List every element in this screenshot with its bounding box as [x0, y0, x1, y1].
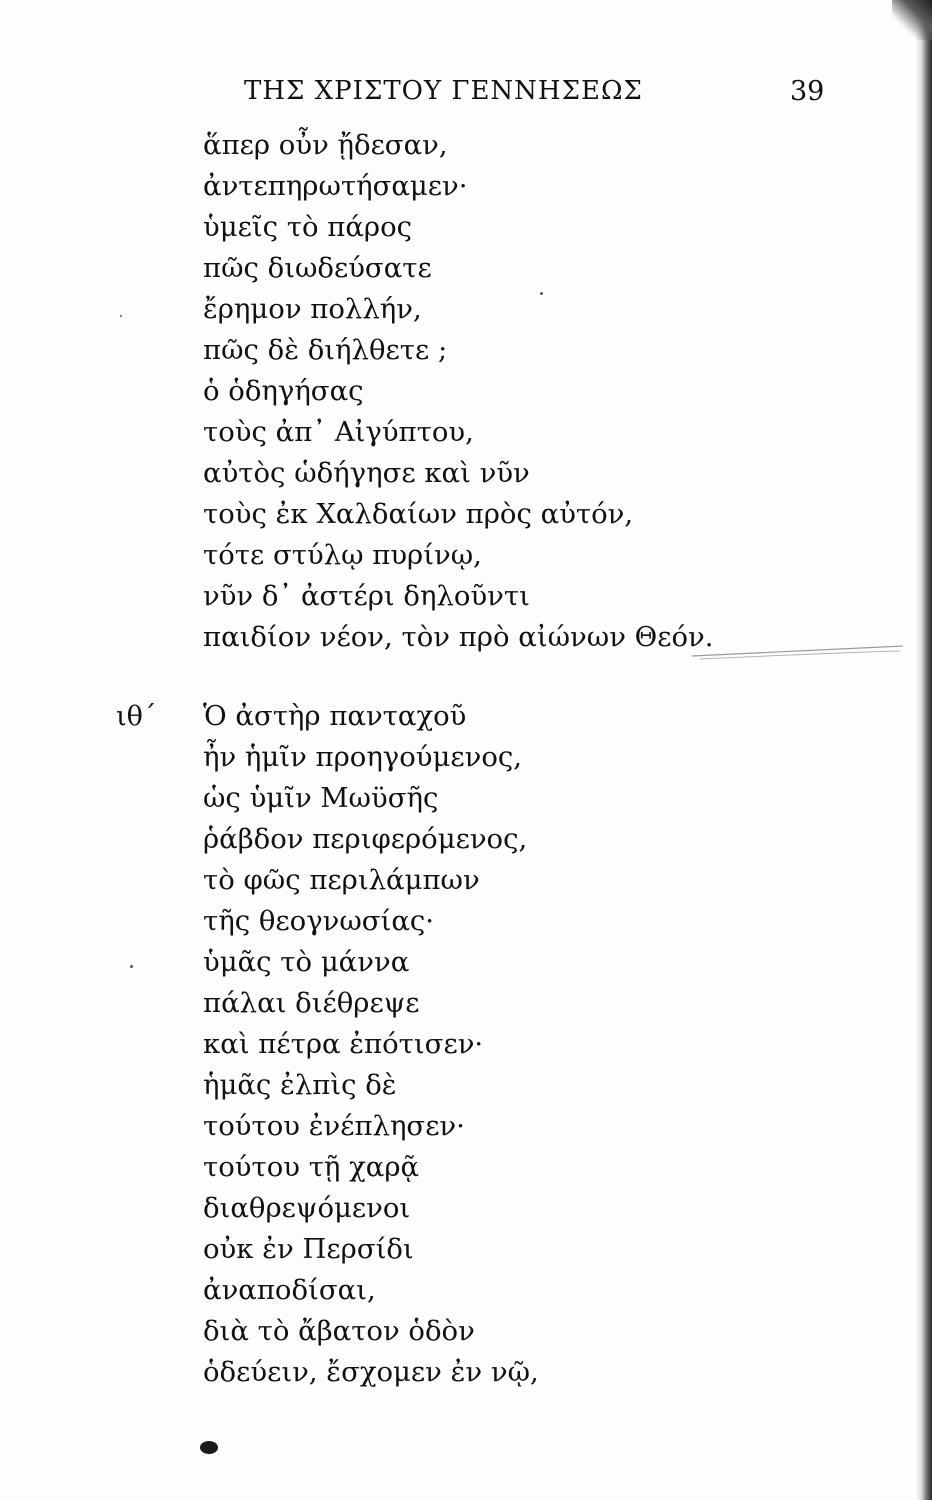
verse-line: ἦν ἡμῖν προηγούμενος, — [203, 741, 523, 773]
verse-line: τούτου ἐνέπλησεν· — [203, 1110, 465, 1142]
verse-line: τὸ φῶς περιλάμπων — [203, 864, 480, 896]
verse-line: ἡμᾶς ἐλπὶς δὲ — [203, 1069, 397, 1101]
verse-line: οὐκ ἐν Περσίδι — [203, 1233, 414, 1265]
paper-speck — [540, 292, 543, 295]
verse-line: ἀναποδίσαι, — [203, 1274, 376, 1306]
page-edge-shadow — [916, 0, 932, 1500]
verse-line: ἅπερ οὖν ᾔδεσαν, — [203, 129, 448, 161]
verse-line: τότε στύλῳ πυρίνῳ, — [203, 539, 482, 571]
paper-speck — [130, 965, 133, 968]
verse-line: ἀντεπηρωτήσαμεν· — [203, 170, 468, 202]
verse-line: τούτου τῇ χαρᾷ — [203, 1151, 420, 1183]
verse-line: ὡς ὑμῖν Μωϋσῆς — [203, 782, 439, 814]
stanza-1 — [203, 125, 713, 658]
verse-line: τοὺς ἀπ᾽ Αἰγύπτου, — [203, 416, 474, 448]
ink-blot — [200, 1441, 218, 1454]
page-corner-shadow — [892, 0, 932, 40]
verse-line: πῶς δὲ διήλθετε ; — [203, 334, 448, 366]
verse-line: τοὺς ἐκ Χαλδαίων πρὸς αὐτόν, — [203, 498, 634, 530]
verse-line: ὁδεύειν, ἔσχομεν ἐν νῷ, — [203, 1356, 539, 1388]
page-number: 39 — [790, 76, 825, 107]
verse-line: διὰ τὸ ἄβατον ὁδὸν — [203, 1315, 475, 1347]
stanza-number: ιθ΄ — [116, 701, 157, 732]
verse-line: ῥάβδον περιφερόμενος, — [203, 823, 528, 855]
verse-line: Ὁ ἀστὴρ πανταχοῦ — [203, 700, 467, 732]
verse-line: πάλαι διέθρεψε — [203, 987, 420, 1019]
verse-line: τῆς θεογνωσίας· — [203, 905, 435, 937]
verse-line: παιδίον νέον, τὸν πρὸ αἰώνων Θεόν. — [203, 621, 714, 653]
verse-line: ἔρημον πολλήν, — [203, 293, 422, 325]
stanza-2 — [203, 696, 539, 1393]
running-title: ΤΗΣ ΧΡΙΣΤΟΥ ΓΕΝΝΗΣΕΩΣ — [244, 76, 643, 106]
pencil-underline-mark — [690, 640, 905, 664]
verse-line: αὐτὸς ὡδήγησε καὶ νῦν — [203, 457, 530, 489]
verse-line: πῶς διωδεύσατε — [203, 252, 432, 284]
verse-line: καὶ πέτρα ἐπότισεν· — [203, 1028, 484, 1060]
verse-line: ὑμεῖς τὸ πάρος — [203, 211, 413, 243]
paper-speck — [120, 315, 122, 317]
verse-line: ὑμᾶς τὸ μάννα — [203, 946, 410, 978]
verse-line: διαθρεψόμενοι — [203, 1192, 411, 1224]
verse-line: ὁ ὁδηγήσας — [203, 375, 364, 407]
verse-line: νῦν δ᾽ ἀστέρι δηλοῦντι — [203, 580, 530, 612]
